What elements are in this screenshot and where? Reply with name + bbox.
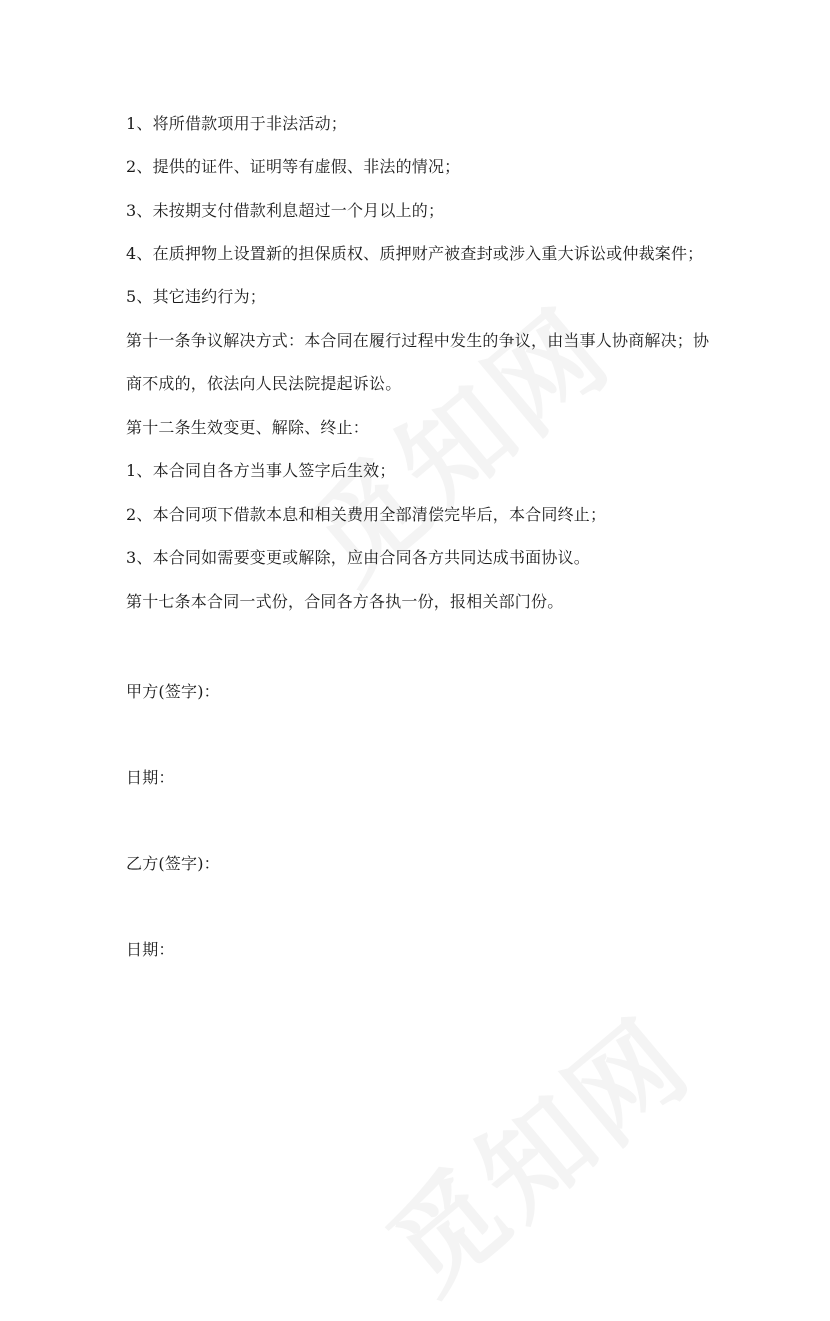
article-11-line-2: 商不成的，依法向人民法院提起诉讼。: [126, 374, 402, 393]
clause-item-1: 1、将所借款项用于非法活动；: [126, 114, 347, 133]
party-b-date-label: 日期：: [126, 940, 175, 959]
article-12-item-2: 2、本合同项下借款本息和相关费用全部清偿完毕后，本合同终止；: [126, 505, 607, 524]
party-a-date-label: 日期：: [126, 768, 175, 787]
article-11-line-1: 第十一条争议解决方式：本合同在履行过程中发生的争议，由当事人协商解决；协: [126, 331, 710, 350]
clause-item-3: 3、未按期支付借款利息超过一个月以上的；: [126, 201, 445, 220]
article-12-item-1: 1、本合同自各方当事人签字后生效；: [126, 461, 396, 480]
article-17: 第十七条本合同一式份，合同各方各执一份，报相关部门份。: [126, 592, 564, 611]
clause-item-4: 4、在质押物上设置新的担保质权、质押财产被查封或涉入重大诉讼或仲裁案件；: [126, 244, 704, 263]
clause-item-5: 5、其它违约行为；: [126, 287, 266, 306]
party-a-signature-label: 甲方(签字)：: [126, 682, 220, 701]
article-12-heading: 第十二条生效变更、解除、终止：: [126, 418, 370, 437]
watermark: [350, 977, 718, 1321]
article-12-item-3: 3、本合同如需要变更或解除，应由合同各方共同达成书面协议。: [126, 548, 590, 567]
clause-item-2: 2、提供的证件、证明等有虚假、非法的情况；: [126, 157, 461, 176]
party-b-signature-label: 乙方(签字)：: [126, 854, 220, 873]
